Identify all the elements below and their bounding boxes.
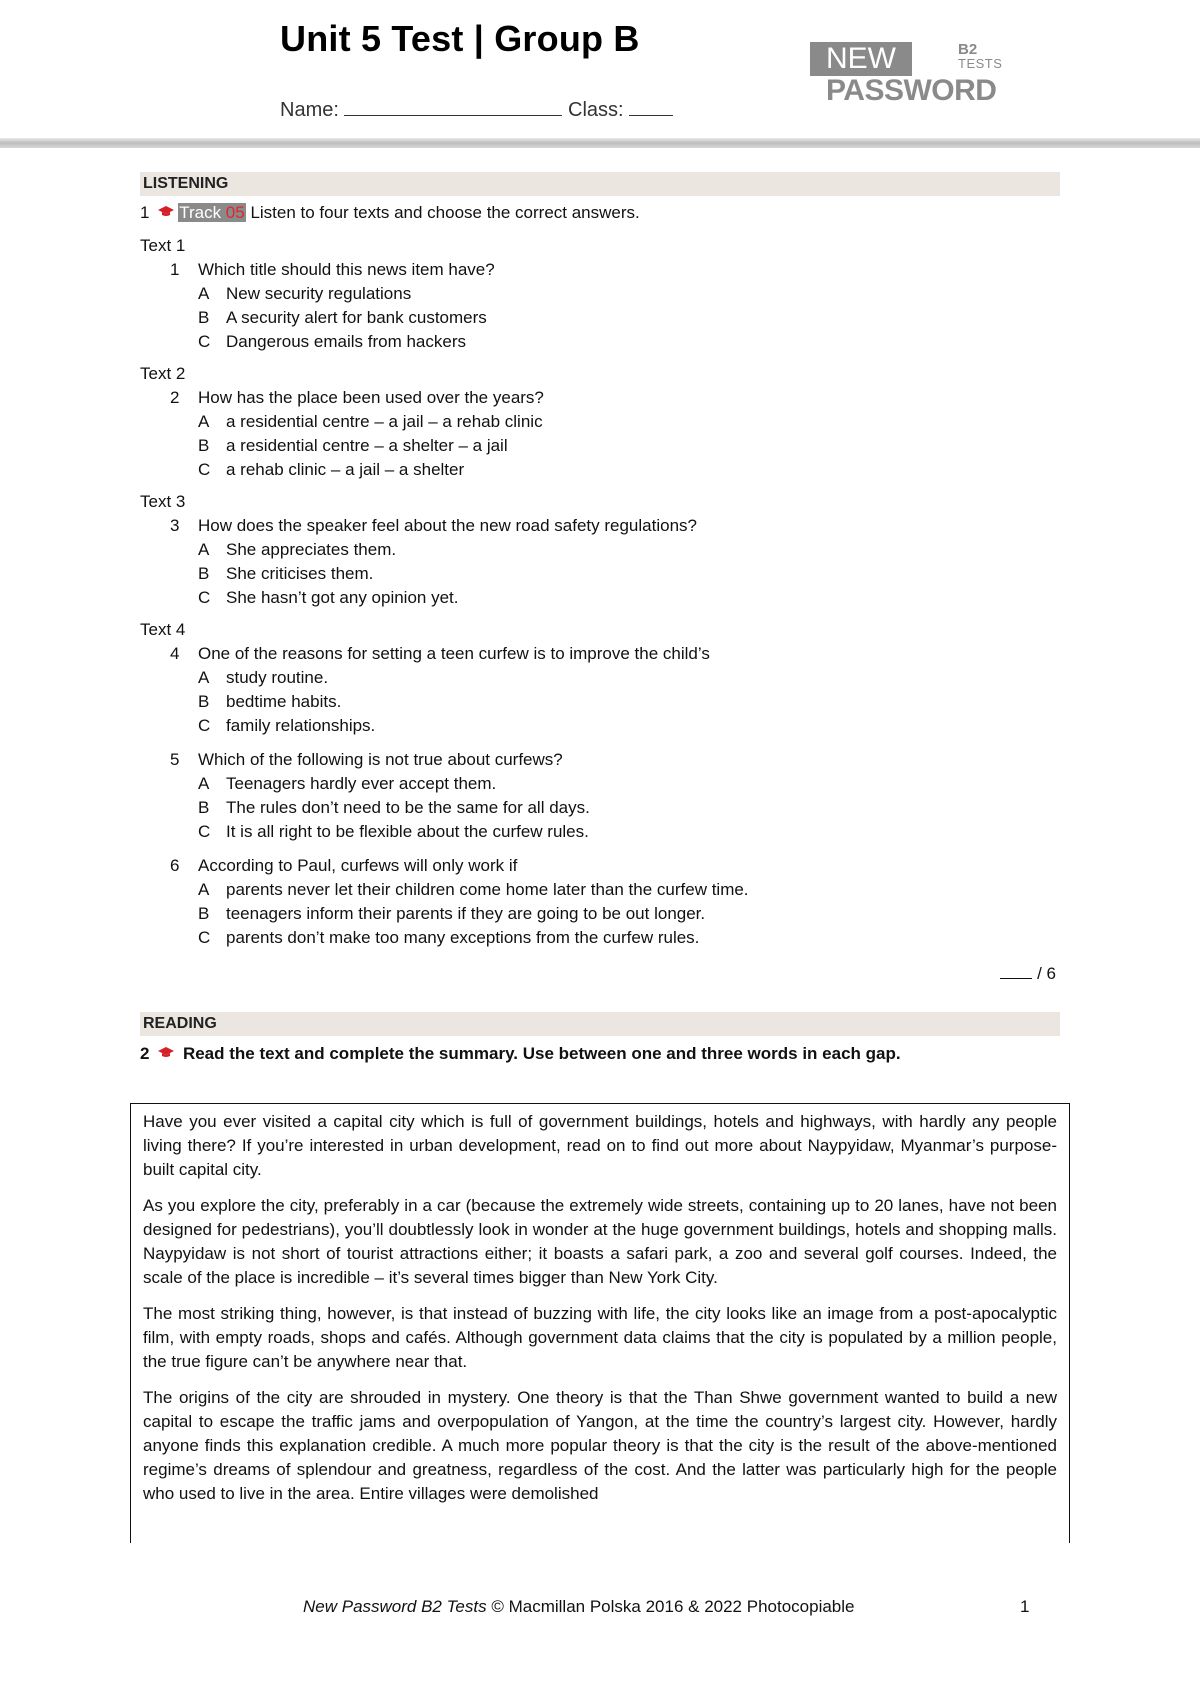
answer-option[interactable]: C She hasn’t got any opinion yet.: [198, 588, 459, 607]
new-password-logo: [810, 40, 1020, 110]
test-content: [140, 172, 1060, 1068]
text-heading: Text 2: [140, 364, 186, 383]
name-label: Name:: [280, 99, 339, 121]
answer-option[interactable]: A study routine.: [198, 668, 329, 687]
answer-option[interactable]: C Dangerous emails from hackers: [198, 332, 466, 351]
question-6: 6 According to Paul, curfews will only work if: [170, 856, 518, 875]
question-3: 3 How does the speaker feel about the new road safety regulations?: [170, 516, 697, 535]
answer-option[interactable]: C It is all right to be flexible about the curfew rules.: [198, 822, 589, 841]
answer-option[interactable]: C a rehab clinic – a jail – a shelter: [198, 460, 465, 479]
answer-option[interactable]: A She appreciates them.: [198, 540, 397, 559]
question-4: 4 One of the reasons for setting a teen curfew is to improve the child’s: [170, 644, 710, 663]
audio-track-number: 05: [225, 203, 245, 222]
section-heading-listening: LISTENING: [140, 172, 1060, 196]
page-title: Unit 5 Test | Group B: [280, 18, 640, 59]
question-1: 1 Which title should this news item have?: [170, 260, 495, 279]
answer-option[interactable]: C parents don’t make too many exceptions from the curfew rules.: [198, 928, 700, 947]
answer-option[interactable]: B A security alert for bank customers: [198, 308, 487, 327]
graduation-cap-icon: [158, 1047, 174, 1057]
footer-copyright: New Password B2 Tests © Macmillan Polska 2016 & 2022 Photocopiable: [303, 1597, 855, 1616]
logo-b2: B2: [958, 41, 978, 58]
section-heading-reading: READING: [140, 1012, 1060, 1036]
answer-option[interactable]: A Teenagers hardly ever accept them.: [198, 774, 497, 793]
task-2-text: Read the text and complete the summary. Use between one and three words in each gap.: [182, 1044, 901, 1063]
page-footer: [0, 1594, 1200, 1620]
answer-option[interactable]: B bedtime habits.: [198, 692, 342, 711]
reading-paragraph: The origins of the city are shrouded in mystery. One theory is that the Than Shwe government wanted to build a new capital to escape the traffic jams and overpopulation of Yangon, at the time the country’s largest city. However, hardly anyone finds this explanation credible. A much more popular theory is that the city is the result of the above-mentioned regime’s dreams of splendour and greatness, regardless of the cost. And the latter was particularly high for the people who used to live in the area. Entire villages were demolished: [143, 1388, 1057, 1503]
task-1-text: Listen to four texts and choose the correct answers.: [245, 203, 640, 222]
answer-option[interactable]: A a residential centre – a jail – a rehab clinic: [198, 412, 543, 431]
task-1-instruction: [140, 200, 1060, 226]
task-number: 1: [140, 203, 150, 222]
answer-option[interactable]: B teenagers inform their parents if they are going to be out longer.: [198, 904, 706, 923]
logo-tests: TESTS: [958, 56, 1003, 71]
reading-paragraph: Have you ever visited a capital city which is full of government buildings, hotels and highways, with hardly any people living there? If you’re interested in urban development, read on to find out more about Naypyidaw, Myanmar’s purpose-built capital city.: [143, 1112, 1057, 1179]
name-class-line: [280, 98, 673, 122]
answer-option[interactable]: A parents never let their children come home later than the curfew time.: [198, 880, 749, 899]
task-2-instruction: [140, 1040, 1060, 1068]
text-heading: Text 4: [140, 620, 186, 639]
answer-option[interactable]: B a residential centre – a shelter – a jail: [198, 436, 508, 455]
question-2: 2 How has the place been used over the years?: [170, 388, 544, 407]
task-number: 2: [140, 1044, 150, 1063]
text-heading: Text 3: [140, 492, 186, 511]
name-field[interactable]: [344, 98, 562, 116]
logo-new: NEW: [810, 42, 912, 76]
audio-track-label[interactable]: Track 05: [179, 203, 245, 222]
header-divider: [0, 138, 1200, 148]
graduation-cap-icon: [158, 206, 174, 216]
score-field[interactable]: [1000, 963, 1032, 979]
score-total: / 6: [1037, 964, 1056, 983]
reading-text-box: [130, 1103, 1070, 1543]
text-heading: Text 1: [140, 236, 186, 255]
answer-option[interactable]: A New security regulations: [198, 284, 412, 303]
page-number: 1: [1020, 1597, 1030, 1616]
listening-score: [140, 962, 1060, 986]
answer-option[interactable]: B She criticises them.: [198, 564, 374, 583]
question-5: 5 Which of the following is not true about curfews?: [170, 750, 563, 769]
logo-password: PASSWORD: [826, 74, 997, 107]
reading-paragraph: As you explore the city, preferably in a car (because the extremely wide streets, containing up to 20 lanes, have not been designed for pedestrians), you’ll doubtlessly look in wonder at the huge government buildings, hotels and shopping malls. Naypyidaw is not short of tourist attractions either; it boasts a safari park, a zoo and several golf courses. Indeed, the scale of the place is incredible – it’s several times bigger than New York City.: [143, 1196, 1057, 1287]
class-field[interactable]: [629, 98, 673, 116]
answer-option[interactable]: C family relationships.: [198, 716, 376, 735]
answer-option[interactable]: B The rules don’t need to be the same for all days.: [198, 798, 590, 817]
class-label: Class:: [568, 99, 624, 121]
reading-paragraph: The most striking thing, however, is that instead of buzzing with life, the city looks like an image from a post-apocalyptic film, with empty roads, shops and cafés. Although government data claims that the city is populated by a million people, the true figure can’t be anywhere near that.: [143, 1304, 1057, 1371]
